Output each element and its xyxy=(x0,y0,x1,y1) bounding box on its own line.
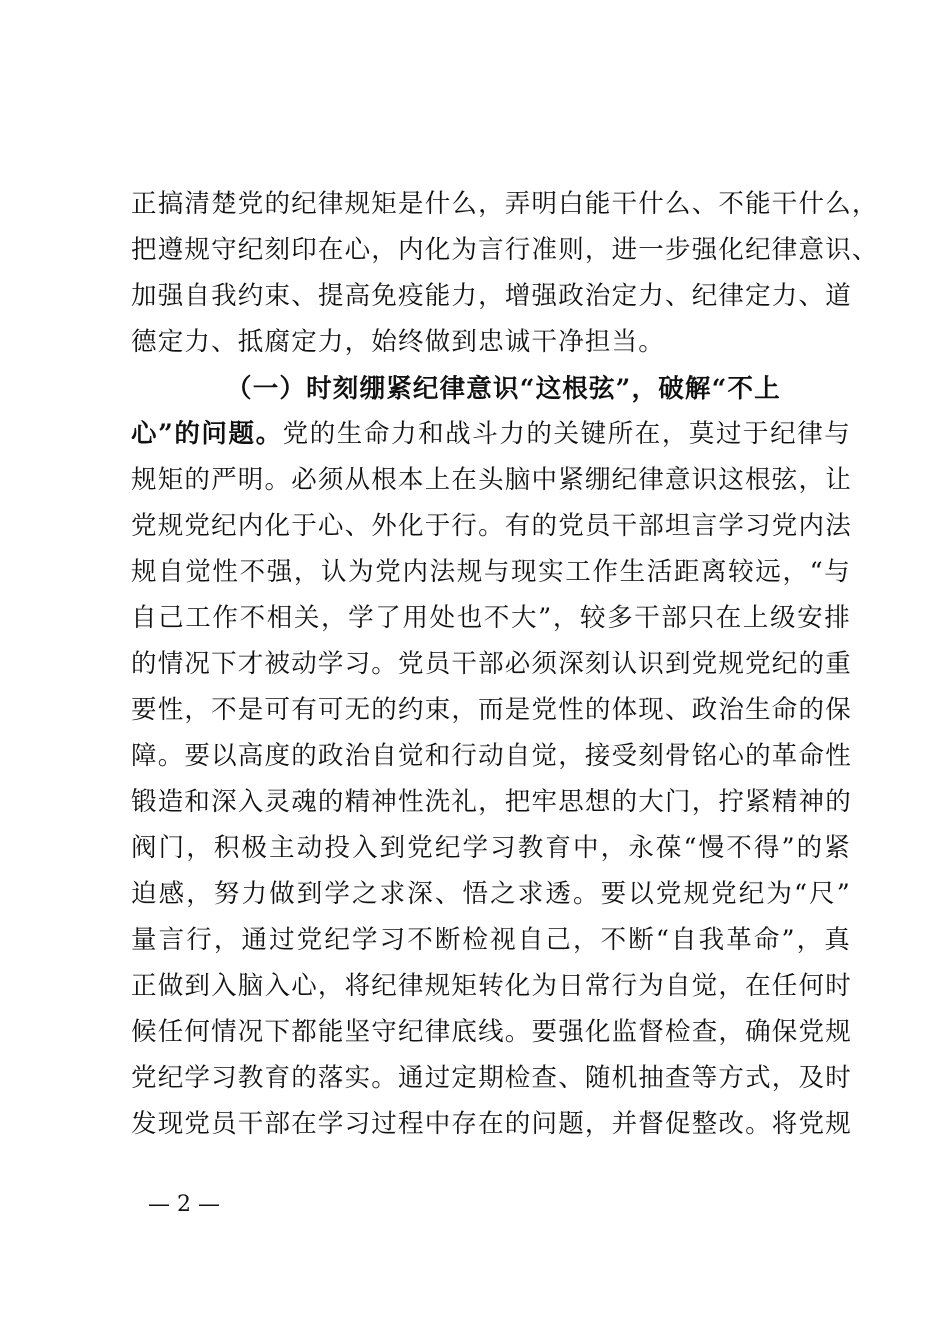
body-line: 量言行，通过党纪学习不断检视自己，不断“自我革命”，真 xyxy=(131,925,851,955)
body-line: 党纪学习教育的落实。通过定期检查、随机抽查等方式，及时 xyxy=(131,1063,852,1093)
page-number: — 2 — xyxy=(148,1192,220,1217)
body-line: 候任何情况下都能坚守纪律底线。要强化监督检查，确保党规 xyxy=(131,1017,852,1047)
body-line: 障。要以高度的政治自觉和行动自觉，接受刻骨铭心的革命性 xyxy=(131,741,852,771)
section-heading-continuation xyxy=(131,414,851,454)
text-line-3: 加强自我约束、提高免疫能力，增强政治定力、纪律定力、道 xyxy=(131,281,852,311)
text-line-2: 把遵规守纪刻印在心，内化为言行准则，进一步强化纪律意识、 xyxy=(131,235,879,265)
body-line: 的情况下才被动学习。党员干部必须深刻认识到党规党纪的重 xyxy=(131,649,852,679)
body-line: 阀门，积极主动投入到党纪学习教育中，永葆“慢不得”的紧 xyxy=(131,833,851,863)
body-line: 规自觉性不强，认为党内法规与现实工作生活距离较远，“与 xyxy=(131,557,851,587)
paragraph-start: 党的生命力和战斗力的关键所在，莫过于纪律与 xyxy=(282,419,852,449)
body-line: 正做到入脑入心，将纪律规矩转化为日常行为自觉，在任何时 xyxy=(131,971,852,1001)
body-line: 党规党纪内化于心、外化于行。有的党员干部坦言学习党内法 xyxy=(131,511,852,541)
body-line: 发现党员干部在学习过程中存在的问题，并督促整改。将党规 xyxy=(131,1109,852,1139)
section-heading-end: 心”的问题。 xyxy=(131,419,283,449)
text-line-1: 正搞清楚党的纪律规矩是什么，弄明白能干什么、不能干什么， xyxy=(131,189,879,219)
body-line: 迫感，努力做到学之求深、悟之求透。要以党规党纪为“尺” xyxy=(131,879,851,909)
section-heading: （一）时刻绷紧纪律意识“这根弦”，破解“不上 xyxy=(226,374,781,404)
body-line: 规矩的严明。必须从根本上在头脑中紧绷纪律意识这根弦，让 xyxy=(131,465,852,495)
body-line: 自己工作不相关，学了用处也不大”，较多干部只在上级安排 xyxy=(131,603,851,633)
text-line-4: 德定力、抵腐定力，始终做到忠诚干净担当。 xyxy=(131,327,666,357)
body-line: 要性，不是可有可无的约束，而是党性的体现、政治生命的保 xyxy=(131,695,852,725)
body-line: 锻造和深入灵魂的精神性洗礼，把牢思想的大门，拧紧精神的 xyxy=(131,787,852,817)
